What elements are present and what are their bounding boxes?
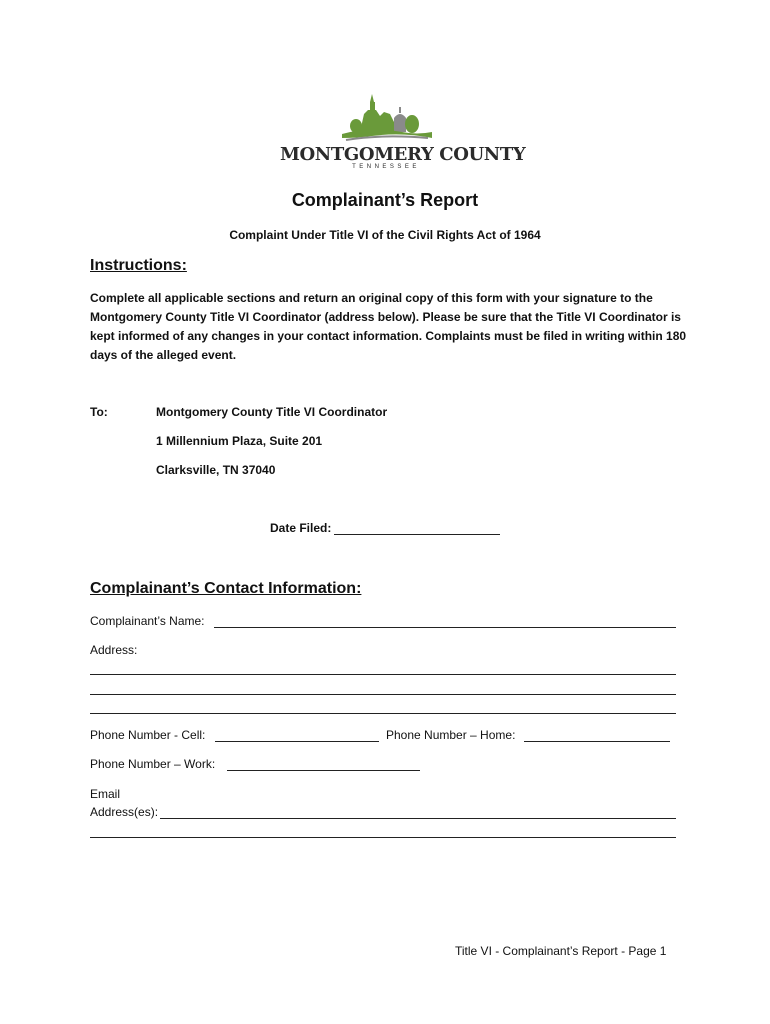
email-label-line-2: Address(es): (90, 805, 159, 819)
logo-state: TENNESSEE (352, 164, 420, 170)
email-label-line-1: Email (90, 787, 121, 801)
recipient-street: 1 Millennium Plaza, Suite 201 (156, 434, 323, 448)
instructions-text: Complete all applicable sections and return an original copy of this form with your signature to the Montgomery County Title VI Coordinator (address below). Please be sure that the Title VI Coordinator is kept informed of any changes in your contact information. Complaints must be filed in writing within 180 days of the alleged event. (90, 291, 687, 362)
complainant-name-label: Complainant’s Name: (90, 614, 205, 628)
contact-heading: Complainant’s Contact Information: (90, 580, 362, 597)
email-field-line-1[interactable] (160, 818, 676, 819)
page-footer: Title VI - Complainant’s Report - Page 1 (455, 944, 667, 958)
phone-work-field[interactable] (227, 770, 420, 771)
phone-work-label: Phone Number – Work: (90, 757, 216, 771)
courthouse-hills-icon (342, 92, 432, 144)
phone-cell-field[interactable] (215, 741, 379, 742)
phone-cell-label: Phone Number - Cell: (90, 728, 206, 742)
address-field-line-3[interactable] (90, 713, 676, 714)
address-label: Address: (90, 643, 138, 657)
instructions-heading: Instructions: (90, 257, 187, 274)
date-filed-field[interactable] (334, 534, 500, 535)
page-subtitle: Complaint Under Title VI of the Civil Rights Act of 1964 (229, 228, 541, 242)
recipient-name: Montgomery County Title VI Coordinator (156, 405, 388, 419)
phone-home-label: Phone Number – Home: (386, 728, 516, 742)
email-field-line-2[interactable] (90, 837, 676, 838)
address-field-line-2[interactable] (90, 694, 676, 695)
recipient-city: Clarksville, TN 37040 (156, 463, 276, 477)
county-logo (280, 92, 526, 174)
address-field-line-1[interactable] (90, 674, 676, 675)
date-filed-label: Date Filed: (270, 521, 332, 535)
phone-home-field[interactable] (524, 741, 670, 742)
logo-wordmark: MONTGOMERY COUNTY (280, 144, 526, 165)
complainant-name-field[interactable] (214, 627, 676, 628)
page-title: Complainant’s Report (291, 190, 479, 210)
to-label: To: (90, 405, 108, 419)
